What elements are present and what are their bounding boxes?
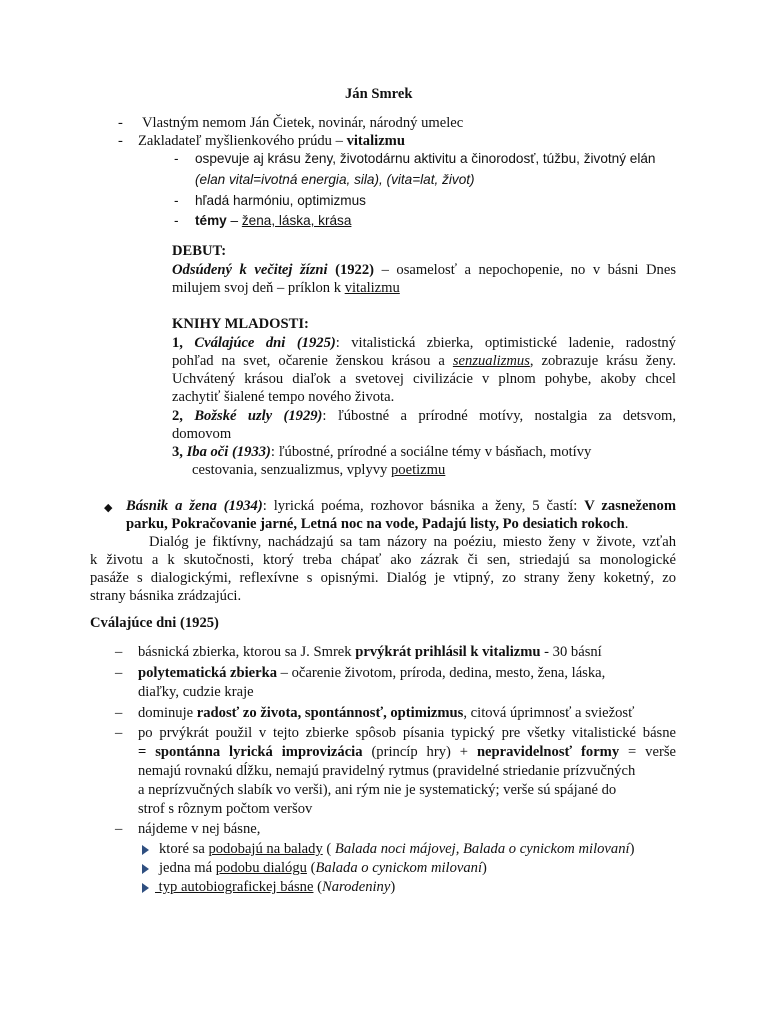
dialogue-title: Balada o cynickom milovaní [315,860,483,876]
youth-book-1-line-4: zachytiť šialené tempo nového života. [172,389,395,405]
diamond-bullet-icon: ◆ [104,502,113,514]
book-1-desc-2: pohľad na svet, očarenie ženskou krásou a [172,353,453,369]
improvisation-term: = spontánna lyrická improvizácia [138,744,363,760]
cval-item-1-bold: prvýkrát prihlásil k vitalizmu [355,644,541,660]
cval-item-1 [138,644,602,661]
cval-item-3-end: , citová úprimnosť a sviežosť [463,705,635,721]
cval-item-3-text: dominuje [138,705,197,721]
debut-line-2 [172,280,400,297]
intro-item-2 [138,133,405,150]
poem-period: . [624,516,629,532]
youth-book-2-line-2: domovom [172,426,232,442]
cval-item-3-bold: radosť zo života, spontánnosť, optimizmus [196,705,464,721]
poetism-term: poetizmu [391,462,446,478]
youth-book-2-line-1 [172,408,676,425]
debut-desc: – osamelosť a nepochopenie, no v básni Dnes [381,262,677,278]
cval-sub-1-text: ktoré sa [159,841,209,857]
cval-item-1-end: - 30 básní [540,644,602,660]
youth-book-1-line-1 [172,335,676,352]
triangle-bullet-icon [142,845,149,855]
cval-sub-1 [159,841,634,858]
cval-sub-2-paren: ( [306,860,316,876]
intro-sub-3 [195,213,351,228]
cval-sub-1-paren: ( [322,841,335,857]
cval-sub-2-text: jedna má [159,860,216,876]
cval-sub-2-close: ) [482,860,487,876]
poem-para-4: strany básnika zrádzajúci. [90,588,242,604]
list-endash: – [115,665,123,681]
youth-book-1-line-3: Uchvátený krásou diaľok a svetovej civilizácie v plnom pohybe, akoby chcel [172,371,676,387]
cval-heading: Cválajúce dni (1925) [90,615,219,631]
book-3-desc: : ľúbostné, prírodné a sociálne témy v básňach, motívy [270,444,592,460]
list-dash: - [118,133,123,149]
list-endash: – [115,705,123,721]
poem-parts-2: parku, Pokračovanie jarné, Letná noc na vode, Padajú listy, Po desiatich rokoch [126,516,625,532]
themes-label: témy [195,213,227,228]
themes-list: žena, láska, krása [241,213,352,228]
book-1-desc: : vitalistická zbierka, optimistické ladenie, radostný [335,335,676,351]
cval-item-2 [138,665,605,682]
debut-vitalism: vitalizmu [344,280,400,296]
triangle-bullet-icon [142,864,149,874]
cval-item-3 [138,705,634,722]
sensualism-term: senzualizmus [452,353,530,369]
intro-sub-2: hľadá harmóniu, optimizmus [195,193,366,208]
birthday-title: Narodeniny [321,879,391,895]
cval-item-4-line-5: strof s rôznym počtom veršov [138,801,313,817]
sublist-dash: - [174,213,179,228]
book-3-title: Iba oči (1933) [186,444,271,460]
book-number: 2, [172,408,195,424]
book-1-title: Cválajúce dni (1925) [194,335,336,351]
intro-sub-1: ospevuje aj krásu ženy, životodárnu aktivitu a činorodosť, túžbu, životný elán [195,151,656,166]
cval-item-2-text: – očarenie životom, príroda, dedina, mesto, žena, láska, [277,665,606,681]
cval-item-4-line-4: a neprízvučných slabík vo verši), ani rým nie je systematický; verše sú spájané do [138,782,617,798]
cval-item-2-line-2: diaľky, cudzie kraje [138,684,254,700]
ballad-titles: Balada noci májovej, Balada o cynickom milovaní [334,841,630,857]
list-dash: - [118,115,123,131]
poem-para-1: Dialóg je fiktívny, nachádzajú sa tam názory na poéziu, miesto ženy v živote, vzťah [149,534,676,550]
sublist-dash: - [174,151,179,166]
irregular-form-term: nepravidelnosť formy [476,744,620,760]
debut-title: Odsúdený k večitej žízni [172,262,328,278]
cval-sub-3-paren: ( [313,879,322,895]
debut-desc-2: milujem svoj deň – príklon k [172,280,345,296]
book-number: 1, [172,335,195,351]
page-title: Ján Smrek [345,86,413,102]
list-endash: – [115,644,123,660]
book-2-title: Božské uzly (1929) [194,408,323,424]
youth-book-3-line-1 [172,444,591,461]
intro-sub-1-note: (elan vital=ivotná energia, sila), (vita=lat, život) [195,172,475,187]
youth-book-1-line-2 [172,353,676,370]
cval-item-2-bold: polytematická zbierka [138,665,278,681]
poem-title: Básnik a žena (1934) [126,498,263,514]
debut-line-1 [172,262,676,279]
cval-sub-2 [159,860,487,877]
intro-item-1: Vlastným nemom Ján Čietek, novinár, národný umelec [142,115,464,131]
poem-line-1 [126,498,676,515]
book-number: 3, [172,444,187,460]
poem-line-2 [126,516,628,533]
poem-para-3: pasáže s dialogickými, reflexívne s opisnými. Dialóg je vtipný, zo strany ženy koketný, zo [90,570,676,586]
ballad-term: podobajú na balady [208,841,323,857]
cval-item-4-line-2 [138,744,676,761]
cval-item-1-text: básnická zbierka, ktorou sa J. Smrek [138,644,356,660]
list-endash: – [115,821,123,837]
intro-item-2-bold: vitalizmu [346,133,405,149]
book-1-desc-2-end: , zobrazuje krásu ženy. [529,353,676,369]
youth-heading: KNIHY MLADOSTI: [172,316,309,332]
debut-year: (1922) [327,262,375,278]
list-endash: – [115,725,123,741]
cval-item-4-line-3: nemajú rovnakú dĺžku, nemajú pravidelný rytmus (pravidelné striedanie prízvučných [138,763,636,779]
cval-sub-3-close: ) [390,879,396,895]
cval-item-4-line-1: po prvýkrát použil v tejto zbierke spôsob písania typický pre všetky vitalistické básne [138,725,676,741]
cval-item-5: nájdeme v nej básne, [138,821,261,837]
poem-desc: : lyrická poéma, rozhovor básnika a ženy, 5 častí: [262,498,585,514]
cval-item-4-end: = verše [619,744,676,760]
themes-dash: – [226,213,242,228]
cval-item-4-mid: (princíp hry) + [362,744,477,760]
debut-heading: DEBUT: [172,243,227,259]
poem-parts-1: V zasneženom [584,498,676,514]
cval-sub-3 [155,879,395,896]
cval-sub-1-close: ) [629,841,635,857]
poem-para-2: k životu a k skutočnosti, ktorý treba chápať ako zázrak či sen, striedajú sa monologické [90,552,676,568]
book-3-desc-2: cestovania, senzualizmus, vplyvy [192,462,391,478]
dialogue-term: podobu dialógu [215,860,307,876]
triangle-bullet-icon [142,883,149,893]
sublist-dash: - [174,193,179,208]
autobiography-term: typ autobiografickej básne [155,879,314,895]
youth-book-3-line-2 [192,462,445,479]
intro-item-2-text: Zakladateľ myšlienkového prúdu – [138,133,347,149]
book-2-desc: : ľúbostné a prírodné motívy, nostalgia za detsvom, [322,408,677,424]
